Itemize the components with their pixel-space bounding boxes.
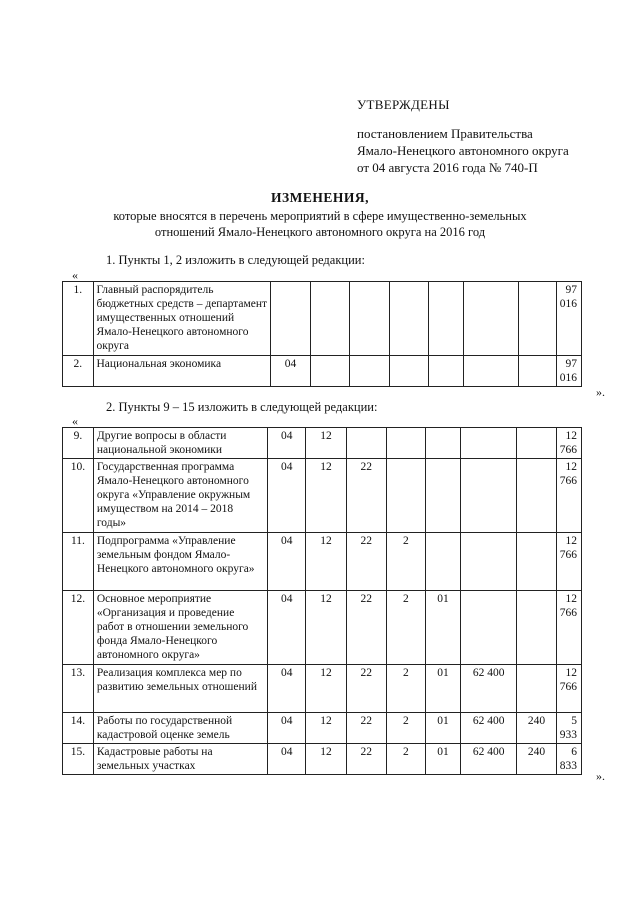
title-sub-1: которые вносятся в перечень мероприятий в сфере имущественно-земельных <box>113 209 527 223</box>
total-cell: 12 766 <box>556 665 581 713</box>
section2-close-quote: ». <box>596 769 605 783</box>
code-cell-c7 <box>517 428 557 459</box>
code-cell-c4: 2 <box>386 533 425 591</box>
code-cell-c3: 22 <box>346 665 386 713</box>
row-name: Работы по государственной кадастровой оценке земель <box>93 713 267 744</box>
code-cell-c2: 12 <box>306 533 346 591</box>
title-main: ИЗМЕНЕНИЯ, <box>270 190 369 205</box>
row-name: Кадастровые работы на земельных участках <box>93 744 267 775</box>
row-number: 12. <box>63 591 94 665</box>
table-section1 <box>62 281 582 387</box>
table-row <box>63 744 582 775</box>
section2-heading: 2. Пункты 9 – 15 изложить в следующей редакции: <box>106 400 378 414</box>
code-cell-c1: 04 <box>267 591 306 665</box>
code-cell-c2: 12 <box>306 665 346 713</box>
total-cell: 12 766 <box>556 428 581 459</box>
total-cell: 97 016 <box>556 356 581 387</box>
code-cell-c3: 22 <box>346 744 386 775</box>
code-cell-c2: 12 <box>306 744 346 775</box>
code-cell-c5: 01 <box>425 713 460 744</box>
row-number: 14. <box>63 713 94 744</box>
code-cell-c7: 240 <box>517 744 557 775</box>
code-cell-c7 <box>517 533 557 591</box>
row-number: 9. <box>63 428 94 459</box>
table-row <box>63 459 582 533</box>
code-cell-c1: 04 <box>267 665 306 713</box>
code-cell-c7 <box>518 282 556 356</box>
code-cell-c7 <box>517 459 557 533</box>
code-cell-c3 <box>350 356 390 387</box>
code-cell-c5 <box>429 282 463 356</box>
approval-line-3: от 04 августа 2016 года № 740-П <box>357 160 538 175</box>
code-cell-c1: 04 <box>267 744 306 775</box>
code-cell-c1: 04 <box>267 533 306 591</box>
code-cell-c4: 2 <box>386 713 425 744</box>
row-number: 2. <box>63 356 94 387</box>
code-cell-c6 <box>461 459 517 533</box>
approval-block <box>357 96 569 176</box>
table-section2 <box>62 427 582 775</box>
code-cell-c4: 2 <box>386 591 425 665</box>
table-row <box>63 356 582 387</box>
row-name: Другие вопросы в области национальной экономики <box>93 428 267 459</box>
code-cell-c1: 04 <box>271 356 310 387</box>
code-cell-c4 <box>389 282 429 356</box>
code-cell-c4 <box>386 459 425 533</box>
code-cell-c7 <box>518 356 556 387</box>
code-cell-c6 <box>461 428 517 459</box>
code-cell-c4: 2 <box>386 744 425 775</box>
row-number: 10. <box>63 459 94 533</box>
code-cell-c6: 62 400 <box>461 744 517 775</box>
row-name: Основное мероприятие «Организация и проведение работ в отношении земельного фонда Ямало-Ненецкого автономного округа» <box>93 591 267 665</box>
code-cell-c2: 12 <box>306 591 346 665</box>
total-cell: 97 016 <box>556 282 581 356</box>
code-cell-c1 <box>271 282 310 356</box>
total-cell: 6 833 <box>556 744 581 775</box>
table-row <box>63 665 582 713</box>
code-cell-c4 <box>389 356 429 387</box>
code-cell-c3: 22 <box>346 533 386 591</box>
document-title <box>60 190 580 240</box>
code-cell-c5: 01 <box>425 591 460 665</box>
code-cell-c5 <box>425 533 460 591</box>
code-cell-c3 <box>346 428 386 459</box>
table-row <box>63 713 582 744</box>
code-cell-c1: 04 <box>267 428 306 459</box>
section2-open-quote: « <box>72 414 78 428</box>
code-cell-c6 <box>461 591 517 665</box>
row-number: 11. <box>63 533 94 591</box>
code-cell-c5 <box>425 459 460 533</box>
row-name: Реализация комплекса мер по развитию земельных отношений <box>93 665 267 713</box>
code-cell-c6 <box>463 356 518 387</box>
table-row <box>63 591 582 665</box>
code-cell-c1: 04 <box>267 459 306 533</box>
row-number: 13. <box>63 665 94 713</box>
code-cell-c4: 2 <box>386 665 425 713</box>
code-cell-c4 <box>386 428 425 459</box>
total-cell: 5 933 <box>556 713 581 744</box>
row-number: 1. <box>63 282 94 356</box>
code-cell-c7 <box>517 591 557 665</box>
table-row <box>63 533 582 591</box>
section1-heading: 1. Пункты 1, 2 изложить в следующей редакции: <box>106 253 365 267</box>
code-cell-c5: 01 <box>425 744 460 775</box>
code-cell-c2 <box>310 282 350 356</box>
approval-line-2: Ямало-Ненецкого автономного округа <box>357 143 569 158</box>
section1-open-quote: « <box>72 268 78 282</box>
code-cell-c5: 01 <box>425 665 460 713</box>
code-cell-c6 <box>461 533 517 591</box>
row-name: Государственная программа Ямало-Ненецкого автономного округа «Управление окружным имуществом на 2014 – 2018 годы» <box>93 459 267 533</box>
code-cell-c5 <box>429 356 463 387</box>
code-cell-c3: 22 <box>346 713 386 744</box>
code-cell-c5 <box>425 428 460 459</box>
total-cell: 12 766 <box>556 459 581 533</box>
code-cell-c6: 62 400 <box>461 713 517 744</box>
code-cell-c7 <box>517 665 557 713</box>
code-cell-c2 <box>310 356 350 387</box>
approval-line-1: постановлением Правительства <box>357 126 533 141</box>
row-name: Подпрограмма «Управление земельным фондом Ямало-Ненецкого автономного округа» <box>93 533 267 591</box>
title-sub-2: отношений Ямало-Ненецкого автономного округа на 2016 год <box>154 225 486 239</box>
row-number: 15. <box>63 744 94 775</box>
row-name: Главный распорядитель бюджетных средств – департамент имущественных отношений Ямало-Ненецкого автономного округа <box>93 282 271 356</box>
code-cell-c1: 04 <box>267 713 306 744</box>
total-cell: 12 766 <box>556 533 581 591</box>
code-cell-c2: 12 <box>306 428 346 459</box>
table-row <box>63 282 582 356</box>
total-cell: 12 766 <box>556 591 581 665</box>
code-cell-c3: 22 <box>346 459 386 533</box>
section1-close-quote: ». <box>596 385 605 399</box>
table-row <box>63 428 582 459</box>
code-cell-c6: 62 400 <box>461 665 517 713</box>
code-cell-c6 <box>463 282 518 356</box>
approval-heading: УТВЕРЖДЕНЫ <box>357 97 450 112</box>
code-cell-c3: 22 <box>346 591 386 665</box>
code-cell-c2: 12 <box>306 713 346 744</box>
code-cell-c3 <box>350 282 390 356</box>
code-cell-c7: 240 <box>517 713 557 744</box>
row-name: Национальная экономика <box>93 356 271 387</box>
code-cell-c2: 12 <box>306 459 346 533</box>
